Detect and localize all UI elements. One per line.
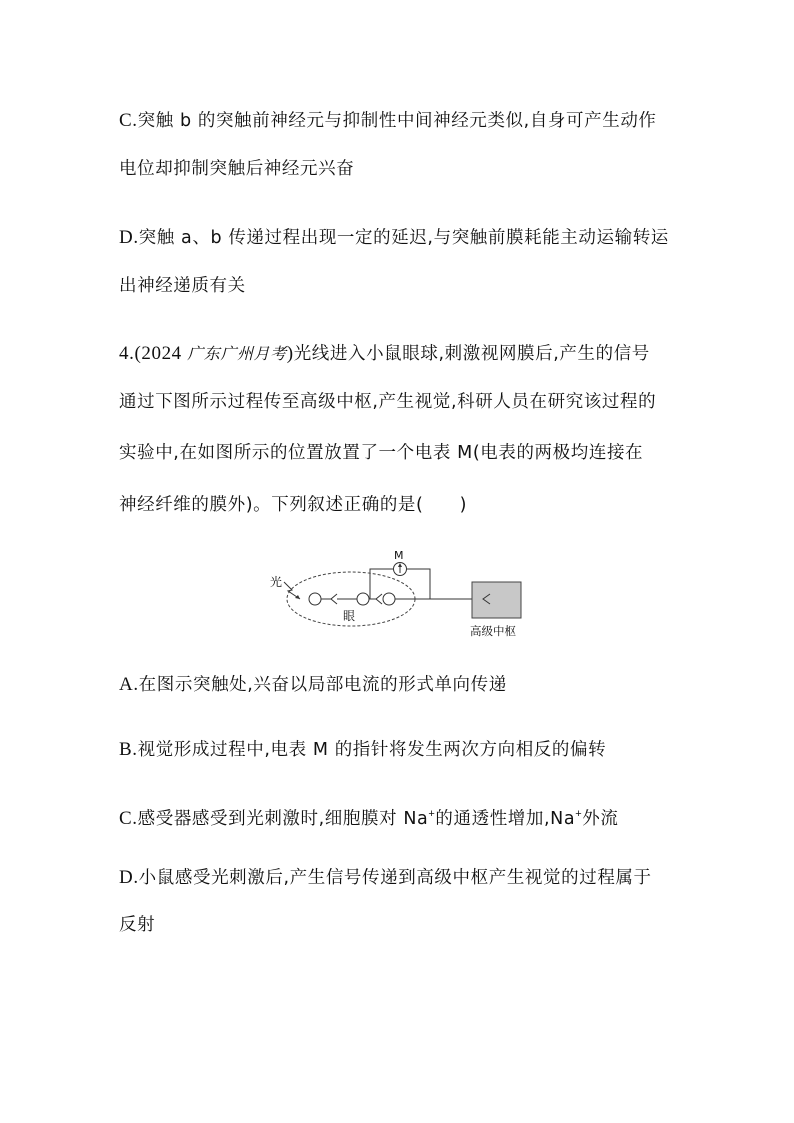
prev-option-c-line-2: 电位却抑制突触后神经元兴奋	[119, 159, 355, 179]
option-b-prefix: B.	[119, 739, 138, 760]
option-c-text-1: 感受器感受到光刺激时,细胞膜对 Na	[137, 809, 429, 829]
question-stem-line-2: 通过下图所示过程传至高级中枢,产生视觉,科研人员在研究该过程的	[119, 392, 657, 412]
question-stem-line-1	[119, 342, 650, 366]
option-a-text: 在图示突触处,兴奋以局部电流的形式单向传递	[138, 675, 507, 695]
neuron-3	[383, 593, 395, 605]
question-stem-line-3: 实验中,在如图所示的位置放置了一个电表 M(电表的两极均连接在	[119, 443, 644, 463]
meter-label: M	[394, 549, 404, 562]
option-d-line-1	[119, 866, 652, 890]
question-source-label: 广东广州月考	[187, 344, 287, 363]
higher-center-label: 高级中枢	[470, 624, 516, 638]
neuron-1	[309, 593, 321, 605]
prev-option-c-line-1	[119, 109, 657, 133]
option-c	[119, 802, 618, 831]
option-a-prefix: A.	[119, 674, 139, 695]
prev-option-d-line-2: 出神经递质有关	[119, 276, 246, 296]
synapse-2-icon	[376, 594, 382, 604]
eye-label: 眼	[343, 609, 356, 623]
option-b	[119, 738, 606, 762]
option-a	[119, 673, 507, 697]
prev-option-c-prefix: C.	[119, 110, 138, 131]
question-stem-text-1: 光线进入小鼠眼球,刺激视网膜后,产生的信号	[293, 344, 650, 364]
prev-option-d-text: 突触 a、b 传递过程出现一定的延迟,与突触前膜耗能主动运输转运	[138, 228, 669, 248]
neuron-2	[357, 593, 369, 605]
question-source-close: )	[286, 343, 294, 364]
visual-pathway-diagram	[268, 546, 528, 642]
prev-option-d-line-1	[119, 226, 669, 250]
option-c-text-2: 的通透性增加,Na	[435, 809, 576, 829]
higher-center-box	[472, 582, 521, 618]
option-c-prefix: C.	[119, 808, 138, 829]
option-c-sup-2: +	[575, 808, 583, 820]
question-number: 4.	[119, 343, 135, 364]
option-d-prefix: D.	[119, 867, 139, 888]
question-stem-line-4: 神经纤维的膜外)。下列叙述正确的是( )	[119, 495, 468, 515]
diagram-svg	[268, 546, 528, 642]
option-b-text: 视觉形成过程中,电表 M 的指针将发生两次方向相反的偏转	[137, 740, 607, 760]
option-c-sup-1: +	[428, 808, 436, 820]
meter-wire-right	[407, 569, 430, 599]
light-label: 光	[270, 575, 283, 589]
question-source-open: (2024	[134, 343, 188, 364]
option-c-text-3: 外流	[582, 809, 619, 829]
prev-option-c-text: 突触 b 的突触前神经元与抑制性中间神经元类似,自身可产生动作	[137, 111, 657, 131]
prev-option-d-prefix: D.	[119, 227, 139, 248]
option-d-text-1: 小鼠感受光刺激后,产生信号传递到高级中枢产生视觉的过程属于	[138, 868, 652, 888]
option-d-line-2: 反射	[119, 915, 156, 935]
synapse-1-icon	[331, 594, 337, 604]
